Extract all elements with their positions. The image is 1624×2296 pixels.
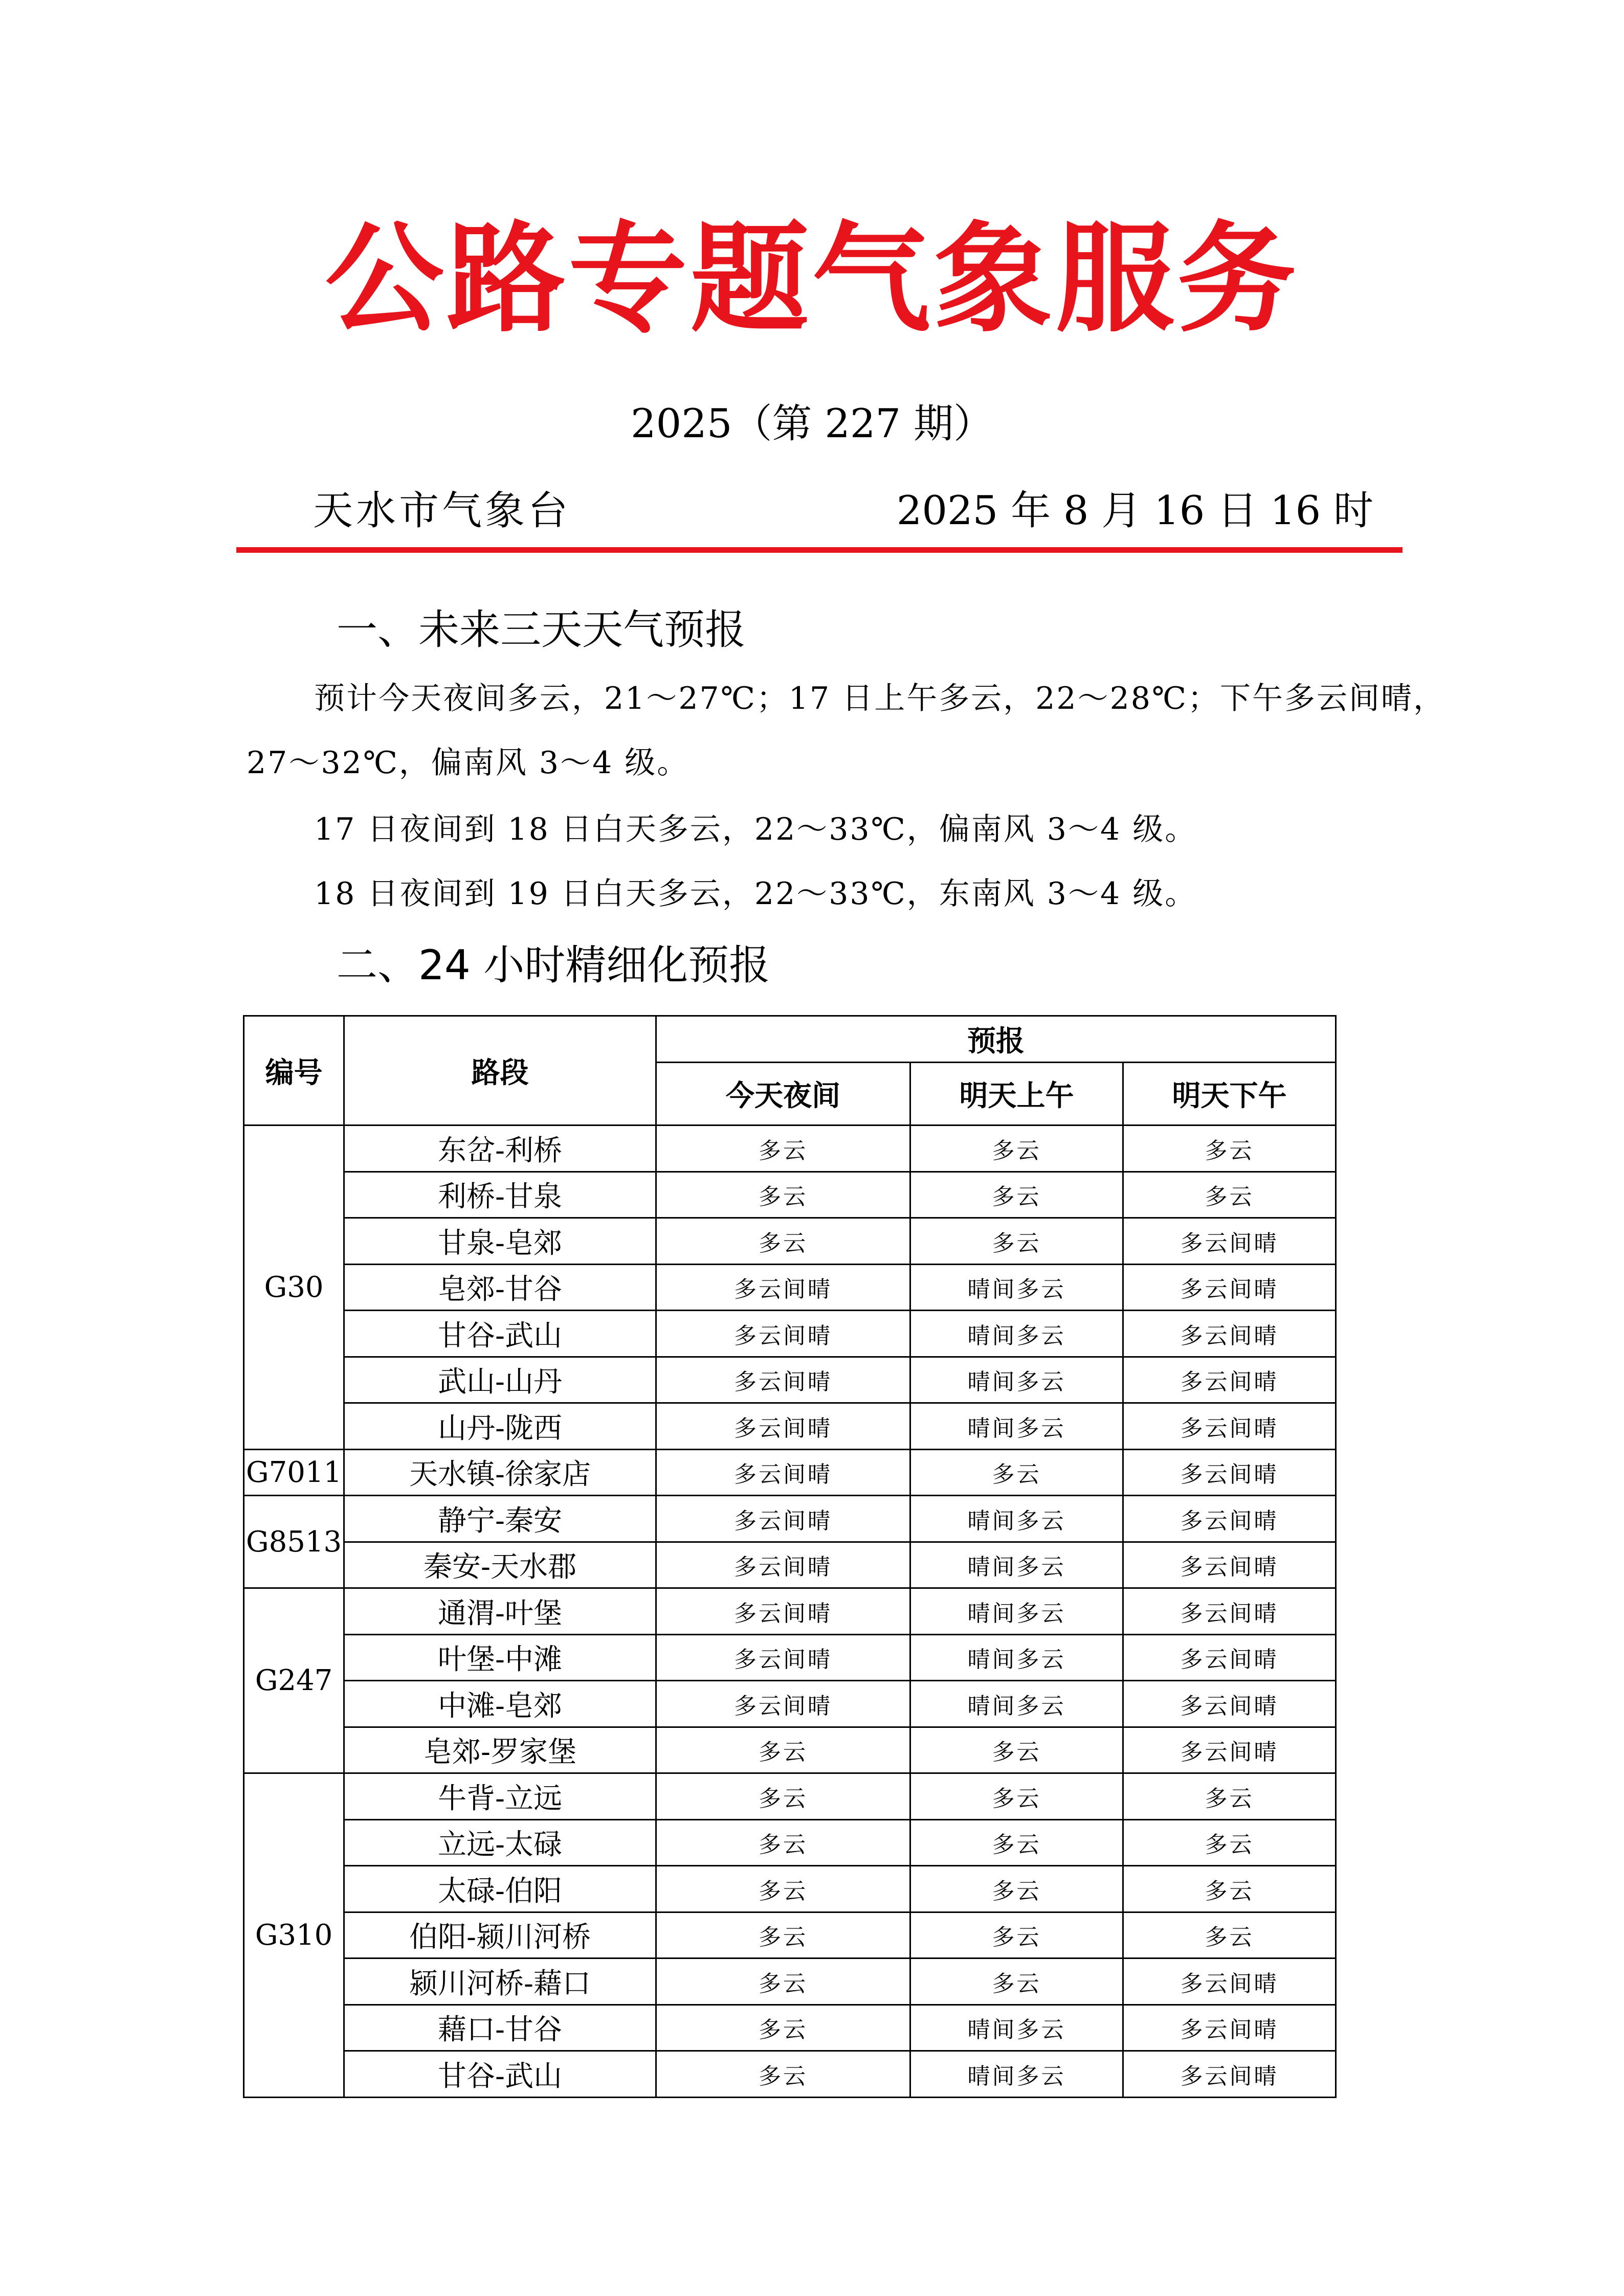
weather-cell: 多云 xyxy=(1123,1172,1336,1218)
weather-cell: 多云 xyxy=(1123,1866,1336,1912)
forecast-table-body xyxy=(244,1126,1336,2098)
weather-cell: 晴间多云 xyxy=(910,1357,1123,1403)
segment-cell: 叶堡-中滩 xyxy=(344,1634,656,1681)
route-id-cell: G7011 xyxy=(244,1449,344,1496)
segment-cell: 甘谷-武山 xyxy=(344,1311,656,1357)
weather-cell: 多云 xyxy=(910,1727,1123,1773)
weather-cell: 多云间晴 xyxy=(1123,1403,1336,1450)
issue-number: 2025（第 227 期） xyxy=(631,401,993,447)
weather-cell: 多云间晴 xyxy=(1123,2005,1336,2051)
segment-cell: 通渭-叶堡 xyxy=(344,1588,656,1635)
section-heading-3day: 一、未来三天天气预报 xyxy=(337,606,746,654)
weather-cell: 多云间晴 xyxy=(656,1681,910,1727)
weather-cell: 多云间晴 xyxy=(1123,1357,1336,1403)
weather-cell: 多云 xyxy=(656,1172,910,1218)
segment-cell: 静宁-秦安 xyxy=(344,1496,656,1542)
col-header-period: 明天下午 xyxy=(1123,1063,1336,1126)
weather-cell: 多云 xyxy=(910,1959,1123,2005)
weather-cell: 多云 xyxy=(910,1866,1123,1912)
route-id-cell: G310 xyxy=(244,1773,344,2098)
issuer: 天水市气象台 xyxy=(313,488,571,534)
table-row xyxy=(244,2005,1336,2051)
segment-cell: 利桥-甘泉 xyxy=(344,1172,656,1218)
header-divider xyxy=(236,547,1403,553)
segment-cell: 伯阳-颍川河桥 xyxy=(344,1912,656,1959)
weather-cell: 晴间多云 xyxy=(910,1681,1123,1727)
weather-cell: 多云间晴 xyxy=(1123,1634,1336,1681)
weather-cell: 多云间晴 xyxy=(1123,2051,1336,2098)
weather-cell: 多云间晴 xyxy=(1123,1311,1336,1357)
table-row xyxy=(244,1264,1336,1311)
route-id-cell: G247 xyxy=(244,1588,344,1773)
segment-cell: 东岔-利桥 xyxy=(344,1126,656,1172)
weather-cell: 多云 xyxy=(910,1449,1123,1496)
table-row xyxy=(244,1912,1336,1959)
weather-cell: 多云 xyxy=(910,1819,1123,1866)
weather-cell: 多云间晴 xyxy=(1123,1959,1336,2005)
table-row xyxy=(244,1634,1336,1681)
col-header-period: 今天夜间 xyxy=(656,1063,910,1126)
col-header-period: 明天上午 xyxy=(910,1063,1123,1126)
weather-cell: 多云间晴 xyxy=(1123,1449,1336,1496)
table-row xyxy=(244,1819,1336,1866)
weather-cell: 多云间晴 xyxy=(656,1588,910,1635)
forecast-table xyxy=(243,1015,1337,2098)
weather-cell: 多云间晴 xyxy=(656,1403,910,1450)
weather-cell: 多云 xyxy=(656,2051,910,2098)
weather-cell: 晴间多云 xyxy=(910,1496,1123,1542)
segment-cell: 太碌-伯阳 xyxy=(344,1866,656,1912)
segment-cell: 甘泉-皂郊 xyxy=(344,1218,656,1265)
segment-cell: 秦安-天水郡 xyxy=(344,1542,656,1588)
weather-cell: 多云间晴 xyxy=(1123,1264,1336,1311)
weather-cell: 晴间多云 xyxy=(910,1264,1123,1311)
weather-cell: 多云 xyxy=(656,1912,910,1959)
table-row xyxy=(244,1773,1336,1820)
table-row xyxy=(244,1218,1336,1265)
weather-cell: 多云 xyxy=(1123,1819,1336,1866)
segment-cell: 藉口-甘谷 xyxy=(344,2005,656,2051)
table-row xyxy=(244,1496,1336,1542)
weather-cell: 多云间晴 xyxy=(1123,1681,1336,1727)
weather-cell: 晴间多云 xyxy=(910,2005,1123,2051)
table-row xyxy=(244,1959,1336,2005)
weather-cell: 多云 xyxy=(910,1773,1123,1820)
weather-cell: 多云间晴 xyxy=(656,1634,910,1681)
table-row xyxy=(244,1727,1336,1773)
table-row xyxy=(244,1172,1336,1218)
weather-cell: 多云 xyxy=(1123,1912,1336,1959)
col-header-forecast: 预报 xyxy=(656,1016,1336,1063)
weather-cell: 多云 xyxy=(910,1912,1123,1959)
segment-cell: 皂郊-甘谷 xyxy=(344,1264,656,1311)
weather-cell: 多云间晴 xyxy=(656,1496,910,1542)
weather-cell: 晴间多云 xyxy=(910,1634,1123,1681)
masthead-title: 公路专题气象服务 xyxy=(325,210,1299,348)
weather-cell: 多云 xyxy=(656,1866,910,1912)
segment-cell: 山丹-陇西 xyxy=(344,1403,656,1450)
table-row xyxy=(244,1449,1336,1496)
segment-cell: 甘谷-武山 xyxy=(344,2051,656,2098)
weather-cell: 多云 xyxy=(656,1819,910,1866)
weather-cell: 晴间多云 xyxy=(910,1311,1123,1357)
weather-cell: 多云间晴 xyxy=(656,1449,910,1496)
segment-cell: 天水镇-徐家店 xyxy=(344,1449,656,1496)
weather-cell: 多云 xyxy=(656,2005,910,2051)
publish-date: 2025 年 8 月 16 日 16 时 xyxy=(896,488,1373,534)
weather-cell: 多云 xyxy=(910,1172,1123,1218)
weather-cell: 多云间晴 xyxy=(1123,1496,1336,1542)
table-row xyxy=(244,1403,1336,1450)
weather-cell: 多云 xyxy=(656,1126,910,1172)
table-row xyxy=(244,1681,1336,1727)
weather-cell: 多云 xyxy=(910,1126,1123,1172)
segment-cell: 颍川河桥-藉口 xyxy=(344,1959,656,2005)
weather-cell: 多云 xyxy=(656,1959,910,2005)
weather-cell: 多云 xyxy=(656,1218,910,1265)
weather-cell: 晴间多云 xyxy=(910,1403,1123,1450)
segment-cell: 中滩-皂郊 xyxy=(344,1681,656,1727)
weather-cell: 晴间多云 xyxy=(910,1588,1123,1635)
weather-cell: 多云间晴 xyxy=(656,1357,910,1403)
weather-cell: 多云间晴 xyxy=(1123,1588,1336,1635)
forecast-paragraph: 18 日夜间到 19 日白天多云，22～33℃，东南风 3～4 级。 xyxy=(314,876,1197,912)
forecast-paragraph: 27～32℃，偏南风 3～4 级。 xyxy=(247,745,689,781)
table-row xyxy=(244,1126,1336,1172)
table-row xyxy=(244,1542,1336,1588)
col-header-id: 编号 xyxy=(244,1016,344,1126)
segment-cell: 牛背-立远 xyxy=(344,1773,656,1820)
table-row xyxy=(244,2051,1336,2098)
weather-cell: 多云 xyxy=(656,1773,910,1820)
weather-cell: 多云 xyxy=(1123,1773,1336,1820)
section-heading-24h: 二、24 小时精细化预报 xyxy=(337,941,770,989)
segment-cell: 皂郊-罗家堡 xyxy=(344,1727,656,1773)
table-row xyxy=(244,1866,1336,1912)
weather-cell: 多云 xyxy=(1123,1126,1336,1172)
weather-cell: 多云间晴 xyxy=(1123,1542,1336,1588)
table-row xyxy=(244,1357,1336,1403)
forecast-paragraph: 17 日夜间到 18 日白天多云，22～33℃，偏南风 3～4 级。 xyxy=(314,812,1197,847)
col-header-segment: 路段 xyxy=(344,1016,656,1126)
weather-cell: 多云间晴 xyxy=(1123,1727,1336,1773)
weather-cell: 多云间晴 xyxy=(656,1542,910,1588)
table-row xyxy=(244,1588,1336,1635)
weather-cell: 多云间晴 xyxy=(656,1311,910,1357)
table-row xyxy=(244,1311,1336,1357)
weather-cell: 多云 xyxy=(656,1727,910,1773)
weather-cell: 晴间多云 xyxy=(910,1542,1123,1588)
route-id-cell: G8513 xyxy=(244,1496,344,1588)
forecast-paragraph: 预计今天夜间多云，21～27℃；17 日上午多云，22～28℃；下午多云间晴， xyxy=(314,681,1446,716)
segment-cell: 武山-山丹 xyxy=(344,1357,656,1403)
weather-cell: 晴间多云 xyxy=(910,2051,1123,2098)
weather-cell: 多云间晴 xyxy=(656,1264,910,1311)
weather-cell: 多云间晴 xyxy=(1123,1218,1336,1265)
weather-cell: 多云 xyxy=(910,1218,1123,1265)
route-id-cell: G30 xyxy=(244,1126,344,1450)
segment-cell: 立远-太碌 xyxy=(344,1819,656,1866)
